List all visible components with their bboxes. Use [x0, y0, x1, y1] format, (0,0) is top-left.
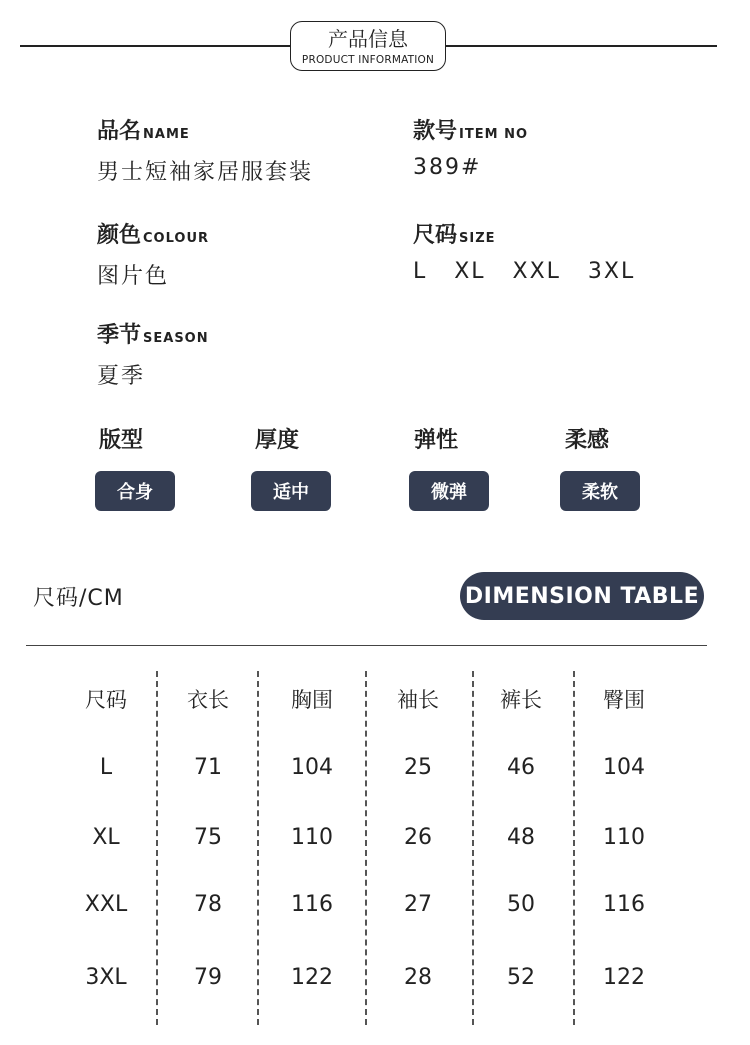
table-header-pants-length: 裤长: [500, 688, 542, 712]
column-separator: [365, 671, 367, 1025]
table-cell: 26: [404, 825, 432, 850]
table-header-length: 衣长: [187, 688, 229, 712]
dimension-table-badge: DIMENSION TABLE: [460, 572, 704, 620]
attr-thickness-label: 厚度: [255, 428, 300, 453]
table-cell: XXL: [84, 892, 128, 917]
product-info-header: [290, 21, 446, 71]
table-cell: 75: [194, 825, 222, 850]
attr-elasticity-badge: 微弹: [409, 471, 489, 511]
table-cell: L: [99, 755, 113, 780]
table-cell: 46: [507, 755, 535, 780]
name-value: 男士短袖家居服套装: [97, 160, 314, 185]
colour-label-cn: 颜色: [97, 223, 142, 248]
size-label-cn: 尺码: [413, 223, 458, 248]
season-value: 夏季: [97, 364, 146, 389]
dimension-divider: [26, 645, 707, 646]
name-label-en: NAME: [143, 127, 190, 142]
field-name: [97, 114, 313, 186]
table-cell: 122: [291, 965, 333, 990]
table-cell: 104: [603, 755, 645, 780]
table-header-size: 尺码: [85, 688, 127, 712]
name-label-cn: 品名: [97, 119, 142, 144]
table-cell: 122: [603, 965, 645, 990]
table-cell: 116: [603, 892, 645, 917]
table-cell: 48: [507, 825, 535, 850]
header-title-en: PRODUCT INFORMATION: [301, 54, 435, 66]
table-cell: 3XL: [85, 965, 127, 990]
colour-label-en: COLOUR: [143, 231, 210, 246]
table-header-hip: 臀围: [603, 688, 645, 712]
table-cell: 79: [194, 965, 222, 990]
attr-thickness-badge: 适中: [251, 471, 331, 511]
item-label-en: ITEM NO: [459, 127, 528, 142]
table-cell: 50: [507, 892, 535, 917]
attr-softness-badge: 柔软: [560, 471, 640, 511]
attr-elasticity-label: 弹性: [414, 428, 459, 453]
attr-fit-label: 版型: [99, 428, 144, 453]
table-header-chest: 胸围: [291, 688, 333, 712]
table-cell: 28: [404, 965, 432, 990]
season-label-en: SEASON: [143, 331, 209, 346]
season-label-cn: 季节: [97, 323, 142, 348]
table-cell: 78: [194, 892, 222, 917]
field-season: [97, 318, 209, 390]
header-title-cn: 产品信息: [328, 27, 408, 51]
header-rule-right: [444, 45, 717, 47]
table-cell: XL: [92, 825, 120, 850]
table-cell: 27: [404, 892, 432, 917]
size-label-en: SIZE: [459, 231, 496, 246]
field-size: [413, 218, 635, 284]
table-cell: 104: [291, 755, 333, 780]
field-colour: [97, 218, 209, 290]
item-label-cn: 款号: [413, 119, 458, 144]
colour-value: 图片色: [97, 264, 170, 289]
table-cell: 116: [291, 892, 333, 917]
table-cell: 110: [291, 825, 333, 850]
header-rule-left: [20, 45, 292, 47]
table-cell: 71: [194, 755, 222, 780]
table-cell: 25: [404, 755, 432, 780]
attr-fit-badge: 合身: [95, 471, 175, 511]
dimension-title: 尺码/CM: [33, 586, 124, 611]
item-value: 389#: [413, 155, 482, 180]
field-item-no: [413, 114, 528, 180]
table-cell: 110: [603, 825, 645, 850]
attr-softness-label: 柔感: [565, 428, 610, 453]
table-header-sleeve: 袖长: [397, 688, 439, 712]
size-value: L XL XXL 3XL: [413, 259, 636, 284]
table-cell: 52: [507, 965, 535, 990]
